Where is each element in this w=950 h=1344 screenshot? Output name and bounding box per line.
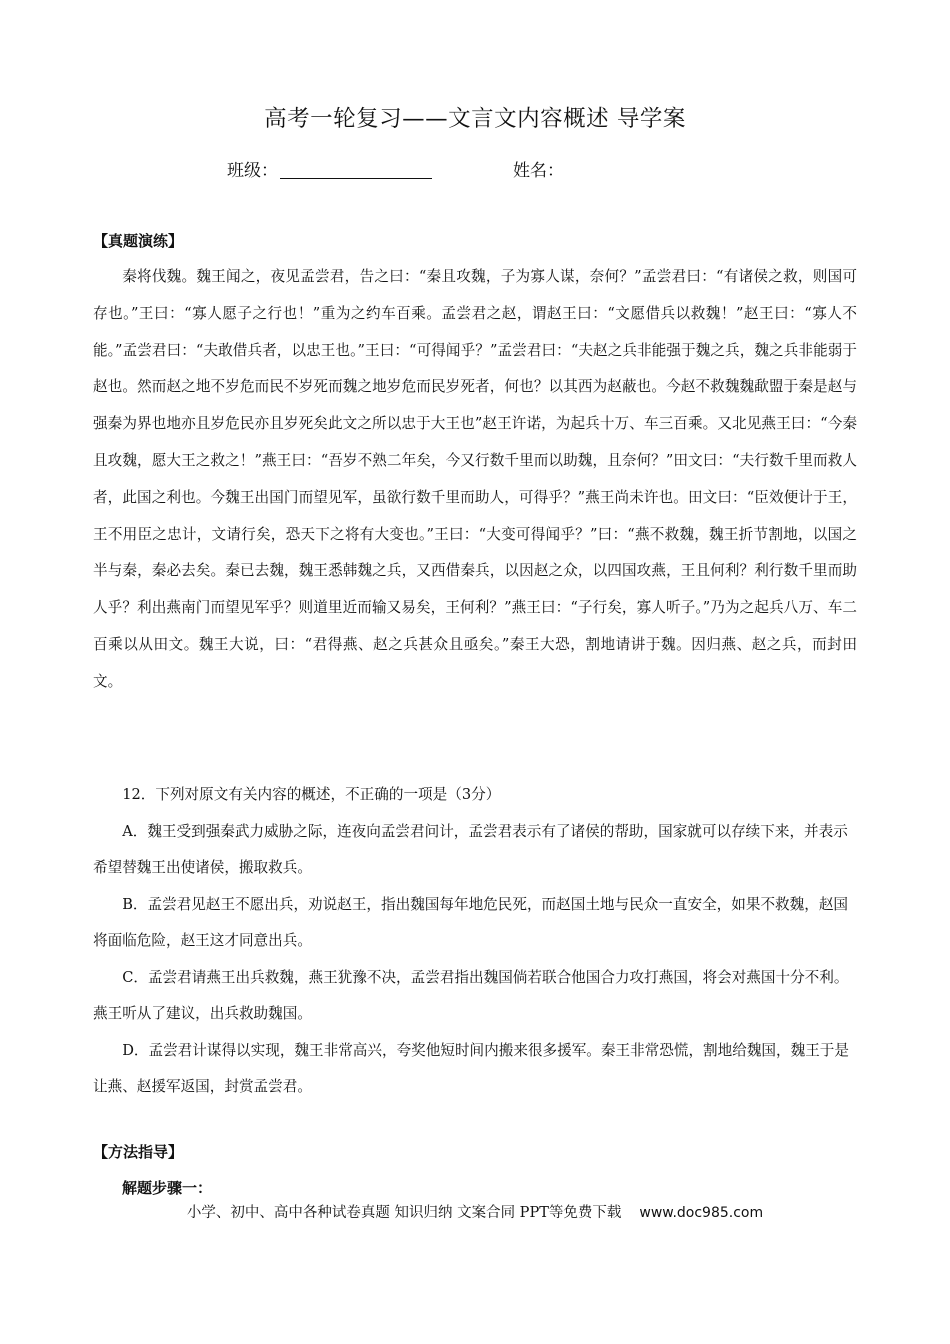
passage-text: 秦将伐魏。魏王闻之，夜见孟尝君，告之曰：“秦且攻魏，子为寡人谋，奈何？”孟尝君曰：“有诸侯之救，则国可存也。”王曰：“寡人愿子之行也！”重为之约车百乘。孟尝君之赵，谓赵王曰：“文愿借兵以救魏！”赵王曰：“寡人不能。”孟尝君曰：“夫敢借兵者，以忠王也。”王曰：“可得闻乎？”孟尝君曰：“夫赵之兵非能强于魏之兵，魏之兵非能弱于赵也。然而赵之地不岁危而民不岁死而魏之地岁危而民岁死者，何也？以其西为赵蔽也。今赵不救魏魏歃盟于秦是赵与强秦为界也地亦且岁危民亦且岁死矣此文之所以忠于大王也”赵王许诺，为起兵十万、车三百乘。又北见燕王曰：“今秦且攻魏，愿大王之救之！”燕王曰：“吾岁不熟二年矣，今又行数千里而以助魏，且奈何？”田文曰：“夫行数千里而救人者，此国之利也。今魏王出国门而望见军，虽欲行数千里而助人，可得乎？”燕王尚未许也。田文曰：“臣效便计于王，王不用臣之忠计，文请行矣，恐天下之将有大变也。”王曰：“大变可得闻乎？”曰：“燕不救魏，魏王折节割地，以国之半与秦，秦必去矣。秦已去魏，魏王悉韩魏之兵，又西借秦兵，以因赵之众，以四国攻燕，王且何利？利行数千里而助人乎？利出燕南门而望见军乎？则道里近而输又易矣，王何利？”燕王曰：“子行矣，寡人听子。”乃为之起兵八万、车二百乘以从田文。魏王大说，曰：“君得燕、赵之兵甚众且亟矣。”秦王大恐，割地请讲于魏。因归燕、赵之兵，而封田文。 <box>93 268 857 690</box>
question-stem: 12．下列对原文有关内容的概述，不正确的一项是（3分） <box>122 786 501 803</box>
footer-text: 小学、初中、高中各种试卷真题 知识归纳 文案合同 PPT等免费下载 <box>186 1205 622 1221</box>
practice-heading: 【真题演练】 <box>93 232 184 250</box>
option-d: D．孟尝君计谋得以实现，魏王非常高兴，夸奖他短时间内搬来很多援军。秦王非常恐慌，割地给魏国，魏王于是让燕、赵援军返国，封赏孟尝君。 <box>93 1041 849 1095</box>
passage <box>93 259 857 701</box>
name-field <box>513 156 564 181</box>
footer-url[interactable]: www.doc985.com <box>639 1205 764 1221</box>
method-heading: 【方法指导】 <box>93 1143 184 1161</box>
option-c: C．孟尝君请燕王出兵救魏，燕王犹豫不决，孟尝君指出魏国倘若联合他国合力攻打燕国，将会对燕国十分不利。燕王听从了建议，出兵救助魏国。 <box>93 968 849 1022</box>
class-label: 班级： <box>227 161 278 181</box>
option-b: B．孟尝君见赵王不愿出兵，劝说赵王，指出魏国每年地危民死，而赵国土地与民众一直安全，如果不救魏，赵国将面临危险，赵王这才同意出兵。 <box>93 895 849 949</box>
class-blank-line[interactable] <box>280 160 432 179</box>
name-label: 姓名： <box>513 161 564 181</box>
page-title: 高考一轮复习——文言文内容概述 导学案 <box>264 106 686 132</box>
step-one-label: 解题步骤一： <box>122 1179 213 1197</box>
page-footer <box>0 1201 950 1222</box>
class-field <box>227 156 432 181</box>
option-a: A．魏王受到强秦武力威胁之际，连夜向孟尝君问计，孟尝君表示有了诸侯的帮助，国家就可以存续下来，并表示希望替魏王出使诸侯，搬取救兵。 <box>93 822 848 876</box>
question-12 <box>93 777 857 1106</box>
